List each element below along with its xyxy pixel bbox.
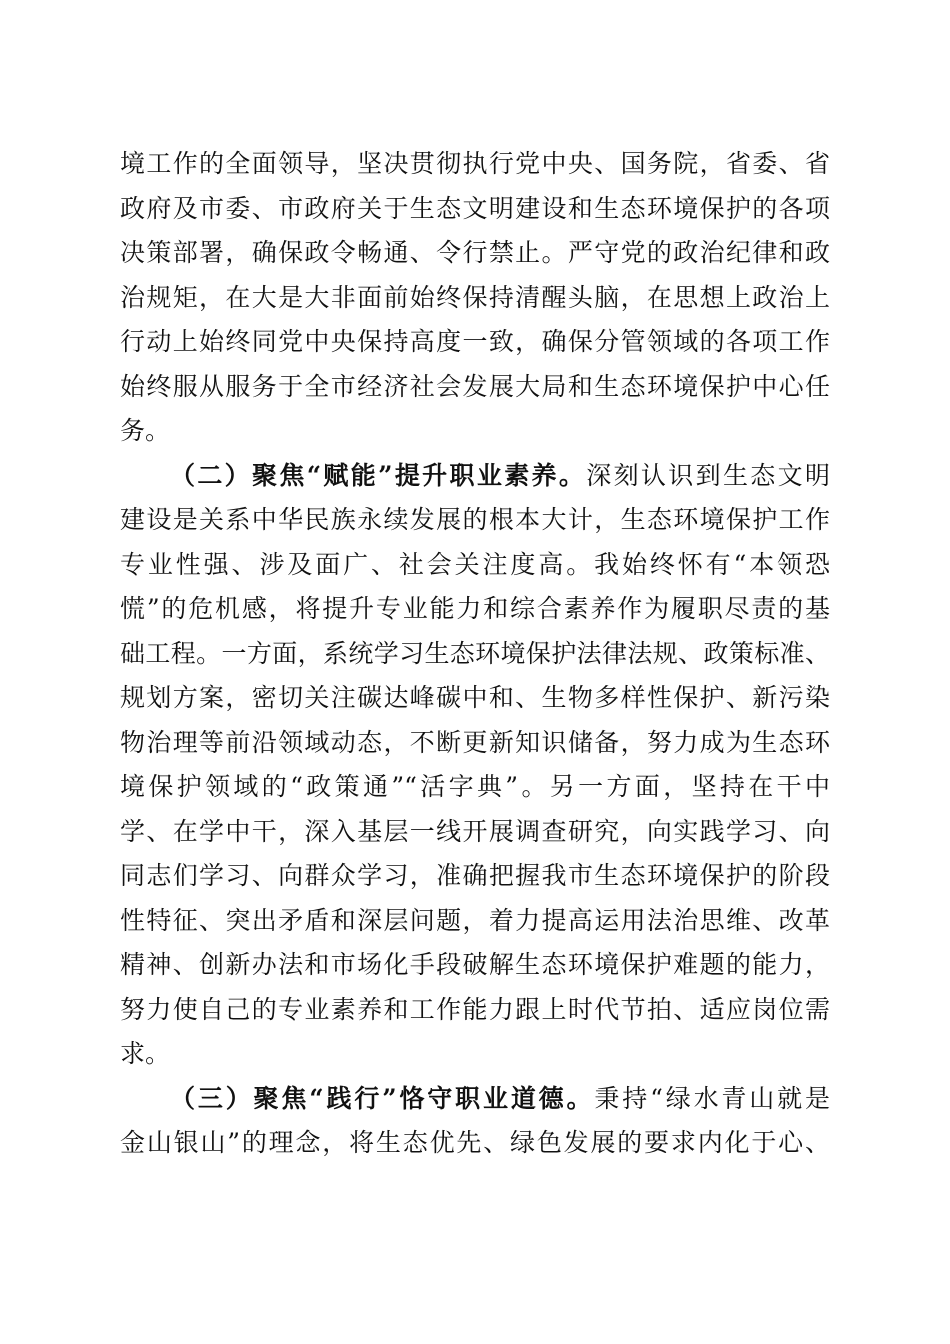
text-line: 物治理等前沿领域动态，不断更新知识储备，努力成为生态环 [120,727,830,757]
section-heading: （二）聚焦“赋能”提升职业素养。 [170,460,587,490]
text-line: 规划方案，密切关注碳达峰碳中和、生物多样性保护、新污染 [120,683,830,712]
text-line: 境保护领域的“政策通”“活字典”。另一方面，坚持在干中 [120,772,830,801]
paragraph-2 [120,454,830,1077]
text-line: 政府及市委、市政府关于生态文明建设和生态环境保护的各项 [120,193,830,223]
paragraph-first-line [120,454,830,499]
section-heading: （三）聚焦“践行”恪守职业道德。 [170,1083,595,1113]
text-line: 求。 [120,1039,171,1068]
text-line: 础工程。一方面，系统学习生态环境保护法律法规、政策标准、 [120,638,830,668]
text-line: 建设是关系中华民族永续发展的根本大计，生态环境保护工作 [120,505,830,534]
text-line: 慌”的危机感，将提升专业能力和综合素养作为履职尽责的基 [120,594,830,623]
text-span: 秉持“绿水青山就是 [594,1083,830,1113]
text-line: 专业性强、涉及面广、社会关注度高。我始终怀有“本领恐 [120,549,830,579]
text-line: 金山银山”的理念，将生态优先、绿色发展的要求内化于心、 [120,1128,830,1157]
document-body [120,142,830,1166]
text-line: 同志们学习、向群众学习，准确把握我市生态环境保护的阶段 [120,861,830,890]
text-line: 精神、创新办法和市场化手段破解生态环境保护难题的能力， [120,950,830,979]
text-line: 努力使自己的专业素养和工作能力跟上时代节拍、适应岗位需 [120,994,830,1024]
text-line: 性特征、突出矛盾和深层问题，着力提高运用法治思维、改革 [120,905,830,935]
paragraph-3 [120,1077,830,1166]
text-line: 决策部署，确保政令畅通、令行禁止。严守党的政治纪律和政 [120,238,830,267]
text-line: 境工作的全面领导，坚决贯彻执行党中央、国务院，省委、省 [120,149,830,178]
text-line: 学、在学中干，深入基层一线开展调查研究，向实践学习、向 [120,816,830,846]
paragraph-first-line [120,1077,830,1122]
text-line: 行动上始终同党中央保持高度一致，确保分管领域的各项工作 [120,327,830,356]
text-line: 务。 [120,416,171,445]
text-span: 深刻认识到生态文明 [586,460,830,490]
text-line: 治规矩，在大是大非面前始终保持清醒头脑，在思想上政治上 [120,282,830,312]
text-line: 始终服从服务于全市经济社会发展大局和生态环境保护中心任 [120,371,830,401]
paragraph-1 [120,142,830,454]
